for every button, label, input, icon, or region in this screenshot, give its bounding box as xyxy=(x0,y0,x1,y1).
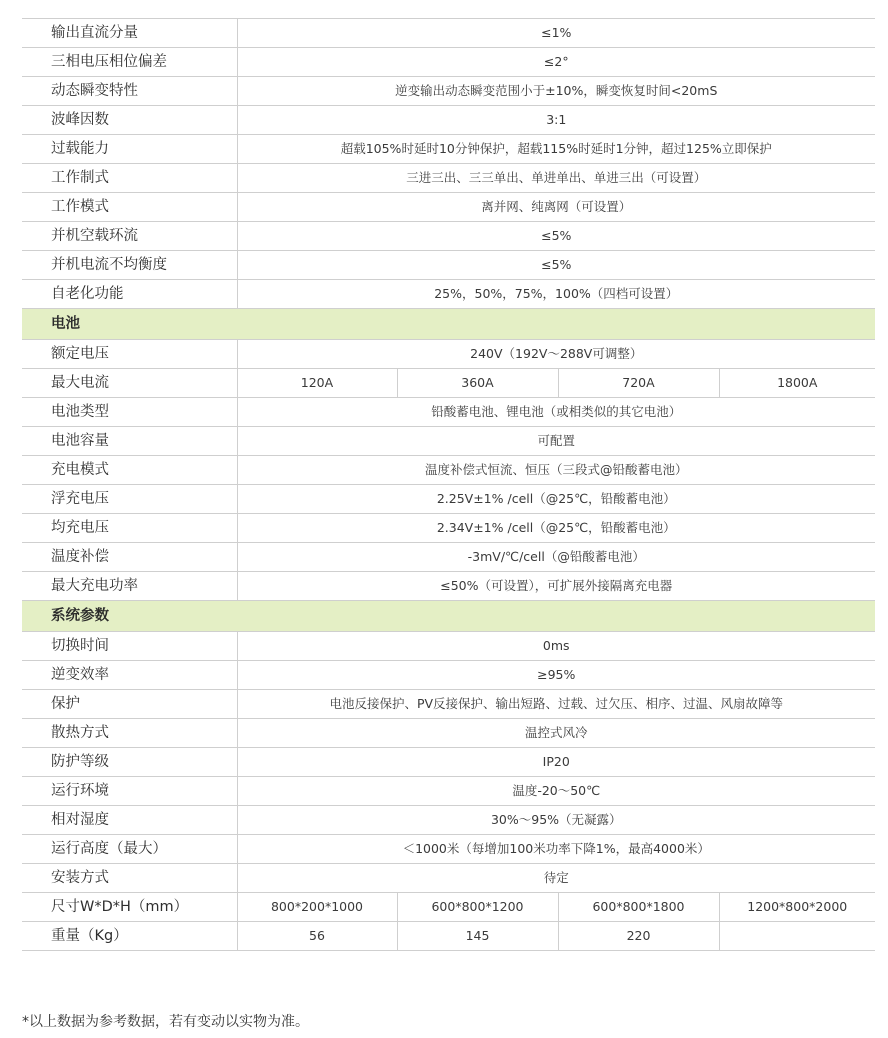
row-label: 防护等级 xyxy=(22,748,237,777)
spec-table-body xyxy=(22,19,875,951)
row-value: 温度补偿式恒流、恒压（三段式@铅酸蓄电池） xyxy=(237,456,875,485)
row-value-cell xyxy=(719,922,875,951)
row-value-cell: 1200*800*2000 xyxy=(719,893,875,922)
section-title: 系统参数 xyxy=(22,601,875,632)
row-label: 动态瞬变特性 xyxy=(22,77,237,106)
row-label: 浮充电压 xyxy=(22,485,237,514)
row-label: 温度补偿 xyxy=(22,543,237,572)
row-value-cell: 120A xyxy=(237,369,397,398)
table-row xyxy=(22,280,875,309)
row-label: 散热方式 xyxy=(22,719,237,748)
table-row xyxy=(22,164,875,193)
row-value: -3mV/℃/cell（@铅酸蓄电池） xyxy=(237,543,875,572)
row-label: 切换时间 xyxy=(22,632,237,661)
row-value: ≤50%（可设置），可扩展外接隔离充电器 xyxy=(237,572,875,601)
row-label: 保护 xyxy=(22,690,237,719)
row-value: ≤2° xyxy=(237,48,875,77)
table-row xyxy=(22,251,875,280)
row-value: 可配置 xyxy=(237,427,875,456)
table-row xyxy=(22,661,875,690)
table-row xyxy=(22,719,875,748)
row-value: 离并网、纯离网（可设置） xyxy=(237,193,875,222)
row-label: 自老化功能 xyxy=(22,280,237,309)
row-value-cell: 600*800*1200 xyxy=(397,893,558,922)
row-label: 重量（Kg） xyxy=(22,922,237,951)
row-value-cell: 145 xyxy=(397,922,558,951)
table-row xyxy=(22,106,875,135)
table-row xyxy=(22,632,875,661)
row-value: 2.34V±1% /cell（@25℃，铅酸蓄电池） xyxy=(237,514,875,543)
section-header-row xyxy=(22,309,875,340)
table-row xyxy=(22,864,875,893)
section-header-row xyxy=(22,601,875,632)
table-row xyxy=(22,19,875,48)
footnote: *以上数据为参考数据，若有变动以实物为准。 xyxy=(22,1014,309,1030)
table-row xyxy=(22,427,875,456)
table-row xyxy=(22,748,875,777)
row-label: 输出直流分量 xyxy=(22,19,237,48)
row-label: 过载能力 xyxy=(22,135,237,164)
table-row xyxy=(22,340,875,369)
row-value-cell: 800*200*1000 xyxy=(237,893,397,922)
table-row xyxy=(22,456,875,485)
row-value: 温控式风冷 xyxy=(237,719,875,748)
row-value-cell: 720A xyxy=(558,369,719,398)
row-value: 30%～95%（无凝露） xyxy=(237,806,875,835)
row-label: 均充电压 xyxy=(22,514,237,543)
row-label: 工作模式 xyxy=(22,193,237,222)
row-value: 240V（192V～288V可调整） xyxy=(237,340,875,369)
table-row xyxy=(22,543,875,572)
row-label: 运行环境 xyxy=(22,777,237,806)
row-value: 超载105%时延时10分钟保护，超载115%时延时1分钟，超过125%立即保护 xyxy=(237,135,875,164)
row-value: 电池反接保护、PV反接保护、输出短路、过载、过欠压、相序、过温、风扇故障等 xyxy=(237,690,875,719)
row-label: 并机空载环流 xyxy=(22,222,237,251)
row-label: 充电模式 xyxy=(22,456,237,485)
section-title: 电池 xyxy=(22,309,875,340)
table-row xyxy=(22,777,875,806)
table-row xyxy=(22,485,875,514)
row-value: 温度-20～50℃ xyxy=(237,777,875,806)
table-row xyxy=(22,135,875,164)
row-label: 运行高度（最大） xyxy=(22,835,237,864)
table-row xyxy=(22,835,875,864)
row-value-cell: 600*800*1800 xyxy=(558,893,719,922)
table-row xyxy=(22,369,875,398)
row-label: 逆变效率 xyxy=(22,661,237,690)
table-row xyxy=(22,222,875,251)
table-row xyxy=(22,893,875,922)
row-label: 并机电流不均衡度 xyxy=(22,251,237,280)
table-row xyxy=(22,398,875,427)
table-row xyxy=(22,77,875,106)
row-value: 2.25V±1% /cell（@25℃，铅酸蓄电池） xyxy=(237,485,875,514)
row-value: ≥95% xyxy=(237,661,875,690)
row-value: ＜1000米（每增加100米功率下降1%，最高4000米） xyxy=(237,835,875,864)
row-label: 最大充电功率 xyxy=(22,572,237,601)
table-row xyxy=(22,690,875,719)
row-value: ≤5% xyxy=(237,222,875,251)
row-label: 波峰因数 xyxy=(22,106,237,135)
table-row xyxy=(22,193,875,222)
spec-table xyxy=(22,18,875,951)
row-label: 工作制式 xyxy=(22,164,237,193)
row-label: 相对湿度 xyxy=(22,806,237,835)
table-row xyxy=(22,48,875,77)
row-label: 三相电压相位偏差 xyxy=(22,48,237,77)
row-label: 电池容量 xyxy=(22,427,237,456)
table-row xyxy=(22,806,875,835)
row-value-cell: 220 xyxy=(558,922,719,951)
row-value-cell: 1800A xyxy=(719,369,875,398)
row-value: 逆变输出动态瞬变范围小于±10%，瞬变恢复时间<20mS xyxy=(237,77,875,106)
row-value: ≤5% xyxy=(237,251,875,280)
row-value: 25%，50%，75%，100%（四档可设置） xyxy=(237,280,875,309)
table-row xyxy=(22,514,875,543)
row-value: 铅酸蓄电池、锂电池（或相类似的其它电池） xyxy=(237,398,875,427)
table-row xyxy=(22,922,875,951)
table-row xyxy=(22,572,875,601)
row-value: ≤1% xyxy=(237,19,875,48)
row-label: 安装方式 xyxy=(22,864,237,893)
row-label: 尺寸W*D*H（mm） xyxy=(22,893,237,922)
row-value: 0ms xyxy=(237,632,875,661)
row-label: 额定电压 xyxy=(22,340,237,369)
row-value: 待定 xyxy=(237,864,875,893)
row-value-cell: 360A xyxy=(397,369,558,398)
row-value-cell: 56 xyxy=(237,922,397,951)
row-value: 三进三出、三三单出、单进单出、单进三出（可设置） xyxy=(237,164,875,193)
row-label: 电池类型 xyxy=(22,398,237,427)
row-value: 3:1 xyxy=(237,106,875,135)
row-label: 最大电流 xyxy=(22,369,237,398)
row-value: IP20 xyxy=(237,748,875,777)
